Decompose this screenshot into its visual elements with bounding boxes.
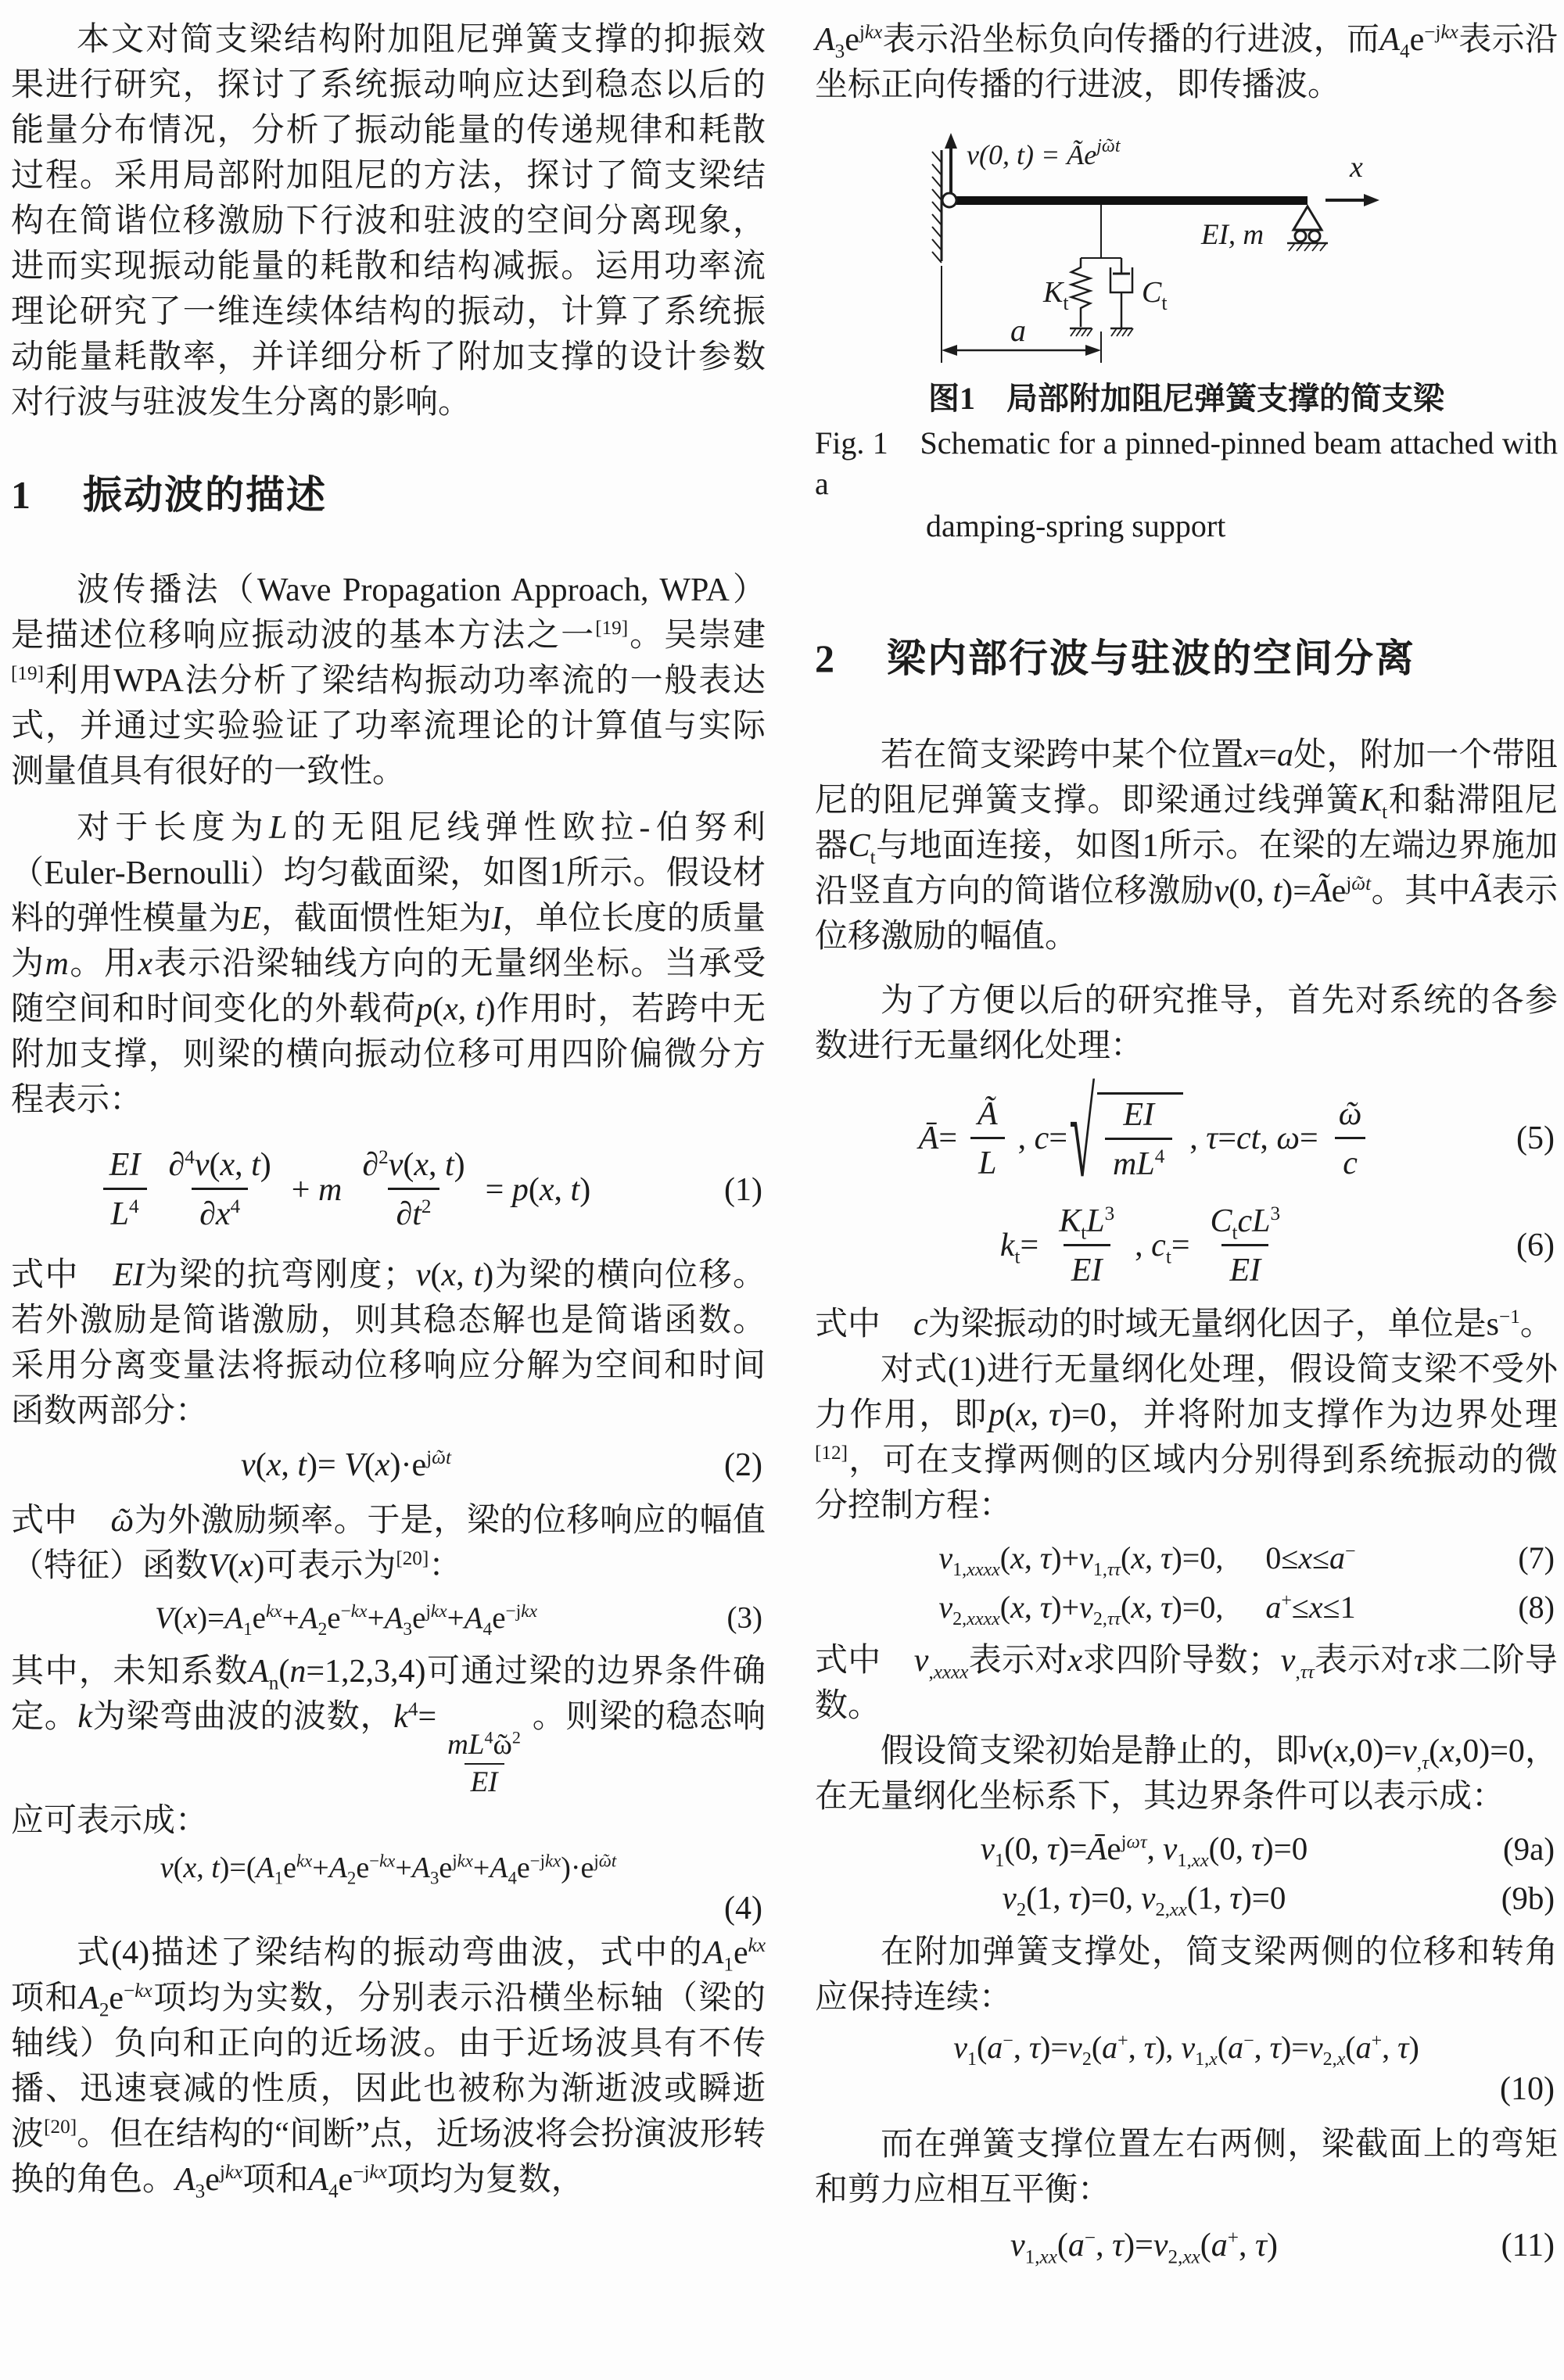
eq7-condition: 0≤x≤a− [1265, 1540, 1356, 1576]
equation-3 [11, 1600, 766, 1638]
eq9b-body: $v_2(1$, τ)=0, $v_{2,xx}(1$, τ)=0 [1002, 1880, 1286, 1921]
wavenumber-text-post: 。则梁的稳态响应可表示成： [11, 1698, 766, 1839]
equation-1-number: (1) [724, 1171, 762, 1208]
travelling-wave-paragraph: $A_3e^{jkx}$表示沿坐标负向传播的行进波，而$A_4e^{-jkx}$表示沿坐标正向传播的行进波，即传播波。 [815, 22, 1558, 103]
figure-1-caption-zh: 图1 局部附加阻尼弹簧支撑的简支梁 [928, 381, 1444, 416]
fraction-EI-L4: $\frac{EI}{L^4}$ [102, 1146, 149, 1234]
equation-2 [11, 1445, 766, 1486]
eq5-mid2: , τ=ct, ω= [1189, 1120, 1318, 1157]
equation-8 [815, 1588, 1558, 1630]
nondimensional-eq-paragraph: 对式(1)进行无量纲化处理，假设简支梁不受外力作用，即p(x, τ)=0，并将附加支撑作为边界处理[12]，可在支撑两侧的区域内分别得到系统振动的微分控制方程： [815, 1352, 1558, 1525]
right-column [815, 17, 1558, 2266]
inline-fraction-denominator: EI [465, 1763, 504, 1798]
eq9a-body: $v_1(0$, $\tau)=Āe^{j\omega\tau}$, $v_{1,xx}(0$, τ)=0 [980, 1830, 1308, 1872]
eq6-lhs: $k_t=$ [999, 1228, 1039, 1268]
eq1-rhs: = p(x, t) [485, 1171, 591, 1208]
equation-5-number: (5) [1516, 1120, 1555, 1157]
beam [946, 196, 1308, 205]
section-2-number: 2 [815, 636, 834, 680]
eq7-body: $v_{1,xxxx}(x$, $\tau)+v_{1,\tau\tau}(x$, τ)=0, [938, 1540, 1224, 1581]
spring-stiffness-label: $K_t$ [1043, 276, 1069, 314]
eq8-condition: a+≤x≤1 [1265, 1590, 1356, 1625]
equation-9a-number: (9a) [1502, 1830, 1555, 1867]
wpa-paragraph: 波传播法（Wave Propagation Approach, WPA）是描述位移响应振动波的基本方法之一[19]。吴崇建[19]利用WPA法分析了梁结构振动功率流的一般表达式，并通过实验验证了功率流理论的计算值与实际测量值具有很好的一致性。 [11, 572, 766, 790]
fraction-KtL3-EI: $\frac{K_tL^3}{EI}$ [1059, 1203, 1115, 1289]
figure-1-caption-en-line2: damping-spring support [926, 508, 1226, 543]
equation-6-number: (6) [1516, 1228, 1555, 1264]
equation-9a [815, 1829, 1558, 1872]
equation-10 [815, 2028, 1558, 2070]
equation-6 [815, 1203, 1558, 1290]
eq8-body: $v_{2,xxxx}(x$, $\tau)+v_{2,\tau\tau}(x$, τ)=0, [938, 1590, 1224, 1630]
spring-damper-support [1070, 205, 1133, 336]
eq3-body: $V(x)=A_1e^{kx}+A_2e^{-kx}+A_3e^{jkx}+A_4e^{-jkx}$ [155, 1601, 537, 1640]
figure-1-caption-en-line1: Fig. 1 Schematic for a pinned-pinned beam attached with a [815, 425, 1558, 501]
x-axis-arrow-icon [1325, 194, 1379, 206]
eq11-body: $v_{1,xx}(a^-$, $\tau)=v_{2,xx}(a^+$, τ) [1010, 2227, 1279, 2268]
equation-4-number: (4) [724, 1891, 762, 1927]
fraction-CtcL3-EI: $\frac{C_tcL^3}{EI}$ [1210, 1203, 1281, 1289]
wave-types-paragraph: 式(4)描述了梁结构的振动弯曲波，式中的$A_1e^{kx}$项和$A_2e^{-kx}$项均为实数，分别表示沿横坐标轴（梁的轴线）负向和正向的近场波。由于近场波具有不传播、迅速衰减的性质，因此也被称为渐逝波或瞬逝波[20]。但在结构的“间断”点，近场波将会扮演波形转换的角色。$A_3e^{jkx}$项和$A_4e^{-jkx}$项均为复数， [11, 1935, 766, 2203]
eq5-mid1: , c= [1017, 1120, 1067, 1157]
section-2-title: 梁内部行波与驻波的空间分离 [887, 636, 1415, 680]
beam-properties-label: EI, m [1201, 219, 1264, 251]
wavenumber-text-pre: 其中，未知系数$A_n(n=1,2,3,4)$可通过梁的边界条件确定。k为梁弯曲波的波数，$k^4=$ [11, 1653, 766, 1735]
inline-fraction-numerator: $mL^4ῶ^2$ [447, 1727, 521, 1761]
fraction-A-L: $\frac{Ã}{L}$ [970, 1095, 1006, 1183]
equilibrium-paragraph: 而在弹簧支撑位置左右两侧，梁截面上的弯矩和剪力应相互平衡： [815, 2126, 1558, 2208]
continuity-paragraph: 在附加弹簧支撑处，简支梁两侧的位移和转角应保持连续： [815, 1934, 1558, 2016]
excitation-arrow-icon [945, 133, 957, 195]
equation-3-number: (3) [726, 1601, 762, 1636]
equation-5 [815, 1092, 1558, 1185]
sqrt-EI-mL4 [1097, 1092, 1183, 1185]
eq6-explanation-paragraph: 式中 c为梁振动的时域无量纲化因子，单位是$s^{-1}$。 [815, 1306, 1553, 1343]
abstract-paragraph: 本文对简支梁结构附加阻尼弹簧支撑的抑振效果进行研究，探讨了系统振动响应达到稳态以后的能量分布情况，分析了振动能量的传递规律和耗散过程。采用局部附加阻尼的方法，探讨了简支梁结构在简谐位移激励下行波和驻波的空间分离现象，进而实现振动能量的耗散和结构减振。运用功率流理论研究了一维连续体结构的振动，计算了系统振动能量耗散率，并详细分析了附加支撑的设计参数对行波与驻波发生分离的影响。 [11, 22, 766, 421]
wall-support [932, 150, 942, 363]
x-axis-label: x [1350, 151, 1363, 184]
section-1-number: 1 [11, 473, 30, 517]
equation-4 [11, 1850, 766, 1887]
fraction-d2v-dt2: $\frac{\partial^2v(x, t)}{\partial t^2}$ [362, 1147, 465, 1233]
figure-1 [931, 127, 1558, 373]
fraction-omega-c: $\frac{\text{ῶ}}{c}$ [1331, 1095, 1370, 1183]
equation-8-number: (8) [1518, 1590, 1555, 1625]
eq5-lhs: Ā= [918, 1120, 957, 1157]
section-1-title: 振动波的描述 [83, 473, 327, 517]
beam-model-paragraph: 对于长度为L的无阻尼线弹性欧拉-伯努利（Euler-Bernoulli）均匀截面梁，如图1所示。假设材料的弹性模量为E，截面惯性矩为I，单位长度的质量为m。用x表示沿梁轴线方向的无量纲坐标。当承受随空间和时间变化的外载荷p(x, t)作用时，若跨中无附加支撑，则梁的横向振动位移可用四阶偏微分方程表示： [11, 810, 766, 1118]
equation-11 [815, 2225, 1558, 2267]
section-2-heading [815, 634, 1558, 683]
equation-7-number: (7) [1518, 1540, 1555, 1576]
pin-joint-icon [942, 193, 956, 207]
support-description-paragraph: 若在简支梁跨中某个位置x=a处，附加一个带阻尼的阻尼弹簧支撑。即梁通过线弹簧$K_t$和黏滞阻尼器$C_t$与地面连接，如图1所示。在梁的左端边界施加沿竖直方向的简谐位移激励v(0, $t)=Ãe^{jῶt}$。其中Ã表示位移激励的幅值。 [815, 737, 1558, 955]
equation-9b [815, 1878, 1558, 1921]
eq4-body: v(x, $t)=(A_1e^{kx}+A_2e^{-kx}+A_3e^{jkx}+A_4e^{-jkx})\cdot e^{jῶt}$ [160, 1850, 617, 1888]
roller-support-icon [1287, 206, 1328, 251]
initial-conditions-paragraph: 假设简支梁初始是静止的，即$v(x,0)=v_{,\tau}(x,0)=0$，在无量纲化坐标系下，其边界条件可以表示成： [815, 1733, 1558, 1815]
dimension-a-label: a [1010, 313, 1026, 348]
eq1-plus-m: + m [291, 1171, 343, 1208]
eq1-explanation-paragraph: 式中 EI为梁的抗弯刚度；v(x, t)为梁的横向位移。若外激励是简谐激励，则其稳态解也是简谐函数。采用分离变量法将振动位移响应分解为空间和时间函数两部分： [11, 1256, 766, 1429]
equation-7 [815, 1539, 1558, 1581]
spring-icon [1071, 258, 1090, 327]
fraction-d4v-dx4: $\frac{\partial^4v(x, t)}{\partial x^4}$ [168, 1147, 271, 1233]
section-1-heading [11, 471, 766, 519]
eq2-explanation-paragraph: 式中 ῶ为外激励频率。于是，梁的位移响应的幅值（特征）函数V(x)可表示为[20]： [11, 1503, 766, 1585]
equation-1 [11, 1146, 766, 1234]
nondimensional-intro-paragraph: 为了方便以后的研究推导，首先对系统的各参数进行无量纲化处理： [815, 983, 1558, 1064]
eq10-body: $v_1(a^-$, $\tau)=v_2(a^+$, τ), $v_{1,x}(a^-$, $\tau)=v_{2,x}(a^+$, τ) [953, 2029, 1419, 2070]
wavenumber-paragraph [11, 1649, 766, 1844]
excitation-label: v(0, $t) = Ãe^{jῶt}$ [967, 136, 1121, 170]
equation-9b-number: (9b) [1501, 1880, 1555, 1916]
fraction-EI-mL4: √ $\frac{EI}{mL^4}$ [1105, 1096, 1172, 1184]
eq6-mid: , $c_t=$ [1135, 1228, 1190, 1268]
beam-schematic-figure [931, 127, 1384, 369]
left-column [11, 17, 766, 2203]
inline-fraction-k4 [441, 1727, 527, 1798]
derivative-notation-paragraph: 式中 $v_{,xxxx}$表示对x求四阶导数；$v_{,\tau\tau}$表示对τ求二阶导数。 [815, 1643, 1558, 1725]
eq2-body: v(x, $t)= V(x)\cdot e^{jῶt}$ [241, 1446, 451, 1483]
damper-icon [1110, 258, 1132, 328]
equation-2-number: (2) [724, 1446, 762, 1483]
damper-coefficient-label: $C_t$ [1142, 276, 1168, 314]
equation-11-number: (11) [1501, 2227, 1555, 2264]
equation-10-number: (10) [1500, 2070, 1555, 2107]
